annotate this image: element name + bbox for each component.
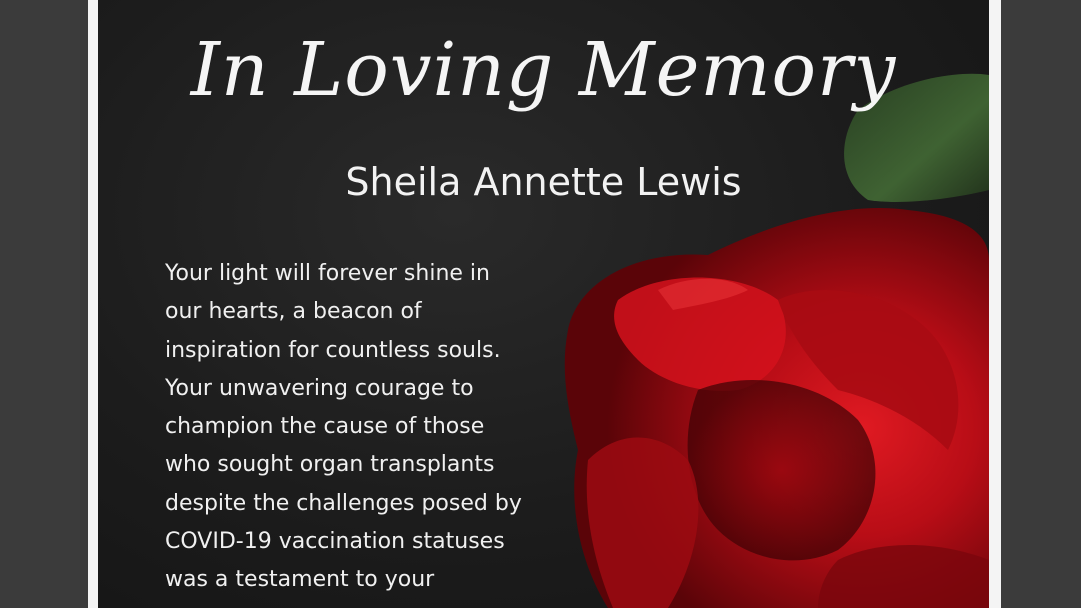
memorial-card <box>98 0 989 608</box>
deceased-name: Sheila Annette Lewis <box>345 160 742 204</box>
card-border-left <box>88 0 98 608</box>
card-border-right <box>989 0 1001 608</box>
memorial-title: In Loving Memory <box>190 27 897 113</box>
memorial-message: Your light will forever shine in our hearts, a beacon of inspiration for countless souls. Your unwavering courage to champion the cause of those who sought organ transplants despite the challenges posed by COVID-19 vaccination statuses was a testament to your <box>165 261 522 593</box>
